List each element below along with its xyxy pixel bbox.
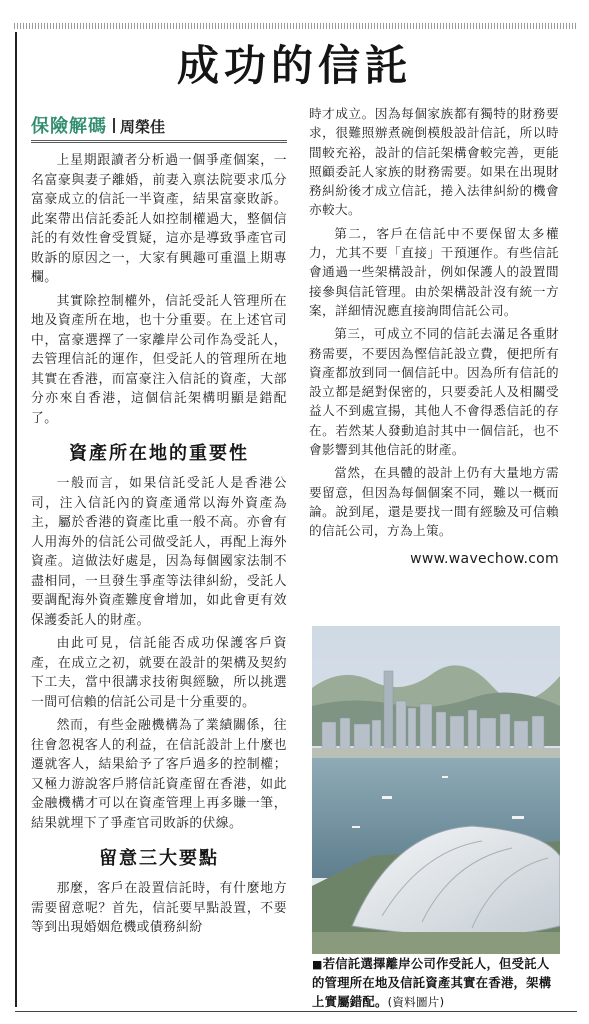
harbour-illustration (312, 626, 560, 954)
caption-marker: ■ (312, 958, 323, 971)
photo-caption (312, 955, 562, 1012)
caption-text: 若信託選擇離岸公司作受託人，但受託人的管理所在地及信託資產其實在香港，架構上實屬錯配。 (312, 957, 552, 1009)
caption-credit: (資料圖片) (387, 995, 445, 1009)
body-paragraph: 當然，在具體的設計上仍有大量地方需要留意，但因為每個個案不同，難以一概而論。說到尾，還是要找一間有經驗及可信賴的信託公司，方為上策。 (309, 465, 559, 539)
body-paragraph: 第三，可成立不同的信託去滿足各重財務需要，不要因為慳信託設立費，便把所有資產都放到同一個信託中。因為所有信託的設立都是絕對保密的，只要委託人及相關受益人不到處宣揚，其他人不會得悉信託的存在。若然某人發動追討其中一個信託，也不會影響到其他信託的財產。 (309, 326, 559, 458)
left-margin-rule (15, 32, 17, 1007)
section-heading: 留意三大要點 (99, 848, 219, 869)
body-paragraph: 那麼，客戶在設置信託時，有什麼地方需要留意呢？首先，信託要早點設置，不要等到出現婚姻危機或債務糾紛 (31, 881, 287, 935)
author-separator (113, 118, 115, 133)
body-paragraph: 由此可見，信託能否成功保護客戶資產，在成立之初，就要在設計的架構及契約下工夫，當中很講求技術與經驗，所以挑選一間可信賴的信託公司是十分重要的。 (31, 636, 287, 710)
continued-paragraph: 時才成立。因為每個家族都有獨特的財務要求，很難照辦煮碗倒模般設計信託，所以時間較充裕，設計的信託架構會較完善，更能照顧委託人家族的財務需要。如果在出現財務糾紛後才成立信託，捲入法律糾紛的機會亦較大。 (309, 106, 559, 218)
author-name: 周榮佳 (120, 118, 166, 136)
foreground-road (312, 932, 560, 954)
waterfront (312, 748, 560, 758)
intro-paragraph: 上星期跟讀者分析過一個爭產個案，一名富豪與妻子離婚，前妻入禀法院要求瓜分富豪成立的信託一半資產，結果富豪敗訴。此案帶出信託委託人如控制權過大，整個信託的有效性會受質疑，這亦是導致爭產官司敗訴的原因之一，大家有興趣可重溫上期專欄。 (31, 153, 287, 285)
headline: 成功的信託 (176, 41, 412, 90)
column-header (31, 112, 287, 143)
left-column (31, 112, 287, 938)
body-paragraph: 第二，客戶在信託中不要保留太多權力，尤其不要「直接」干預運作。有些信託會通過一些架構設計，例如保護人的設置間接參與信託管理。由於架構設計沒有統一方案，詳細情況應直接詢問信託公司。 (309, 225, 559, 318)
harbour-photo (312, 626, 560, 954)
column-name: 保險解碼 (31, 116, 107, 137)
intro-paragraph: 其實除控制權外，信託受託人管理所在地及資產所在地，也十分重要。在上述官司中，富豪選擇了一家離岸公司作為受託人，去管理信託的運作，但受託人的管理所在地其實在香港，而富豪注入信託的資產，大部分亦來自香港，這個信託架構明顯是錯配了。 (31, 293, 287, 426)
body-paragraph: 然而，有些金融機構為了業績關係，往往會忽視客人的利益，在信託設計上什麼也遷就客人，結果給予了客戶過多的控制權；又極力游說客戶將信託資產留在香港，如此金融機構才可以在資產管理上再多賺一筆，結果就埋下了爭產官司敗訴的伏線。 (31, 718, 287, 831)
author-website: www.wavechow.com (410, 550, 559, 567)
top-dotted-border (14, 23, 577, 29)
right-column (309, 104, 559, 567)
section-heading: 資產所在地的重要性 (69, 443, 249, 464)
body-paragraph: 一般而言，如果信託受託人是香港公司，注入信託內的資產通常以海外資產為主，屬於香港的資產比重一般不高。亦會有人用海外的信託公司做受託人，再配上海外資產。這做法好處是，因為每個國家法制不盡相同，一旦發生爭產等法律糾紛，受託人要調配海外資產難度會增加，如此會更有效保護委託人的財產。 (31, 476, 287, 628)
